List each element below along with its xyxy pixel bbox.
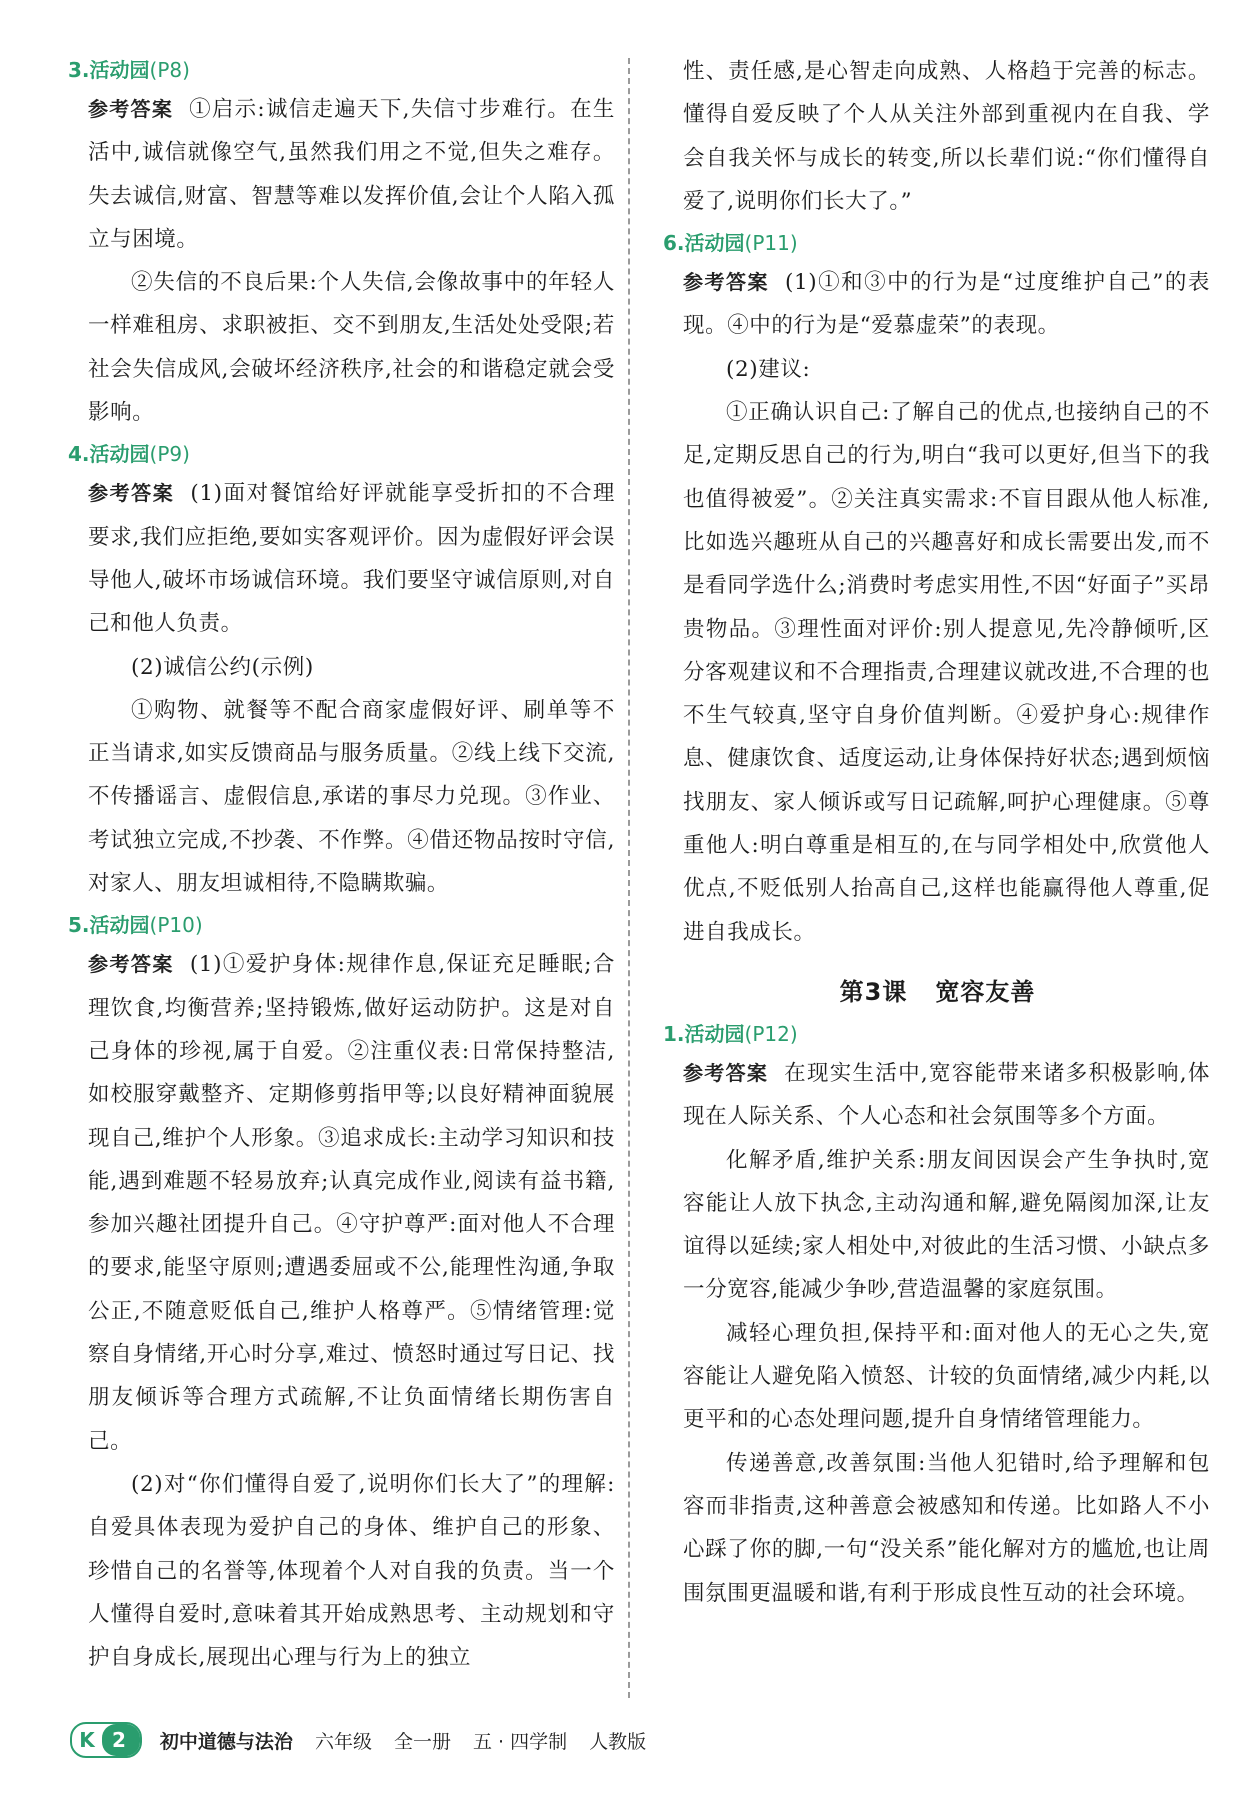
section-heading-3	[68, 56, 615, 84]
answer-paragraph: ②失信的不良后果:个人失信,会像故事中的年轻人一样难租房、求职被拒、交不到朋友,生活处处受限;若社会失信成风,会破坏经济秩序,社会的和谐稳定就会受影响。	[88, 270, 615, 426]
volume: 全一册	[393, 1730, 451, 1753]
lesson-name: 宽容友善	[935, 977, 1036, 1006]
answer-paragraph	[683, 1052, 1210, 1139]
book-title: 初中道德与法治	[159, 1730, 293, 1753]
answer-paragraph: ①正确认识自己:了解自己的优点,也接纳自己的不足,定期反思自己的行为,明白“我可以更好,但当下的我也值得被爱”。②关注真实需求:不盲目跟从他人标准,比如选兴趣班从自己的兴趣喜好和成长需要出发,而不是看同学选什么;消费时考虑实用性,不因“好面子”买昂贵物品。③理性面对评价:别人提意见,先冷静倾听,区分客观建议和不合理指责,合理建议就改进,不合理的也不生气较真,坚守自身价值判断。④爱护身心:规律作息、健康饮食、适度运动,让身体保持好状态;遇到烦恼找朋友、家人倾诉或写日记疏解,呵护心理健康。⑤尊重他人:明白尊重是相互的,在与同学相处中,欣赏他人优点,不贬低别人抬高自己,这样也能赢得他人尊重,促进自我成长。	[683, 400, 1210, 945]
page-ref: (P12)	[744, 1021, 798, 1046]
page-ref: (P11)	[744, 231, 798, 256]
right-column	[665, 50, 1210, 1615]
answer-paragraph	[88, 943, 615, 1463]
answer-label: 参考答案	[88, 481, 175, 506]
grade: 六年级	[314, 1730, 372, 1753]
column-divider	[628, 58, 630, 1698]
page-ref: (P8)	[149, 58, 190, 82]
edition: 人教版	[589, 1730, 647, 1753]
section-heading-5	[68, 911, 615, 939]
page-number: 2	[102, 1724, 140, 1756]
left-column	[70, 50, 615, 1679]
page-footer	[70, 1722, 668, 1758]
school-system: 五 · 四学制	[472, 1730, 568, 1753]
answer-paragraph	[683, 261, 1210, 348]
answer-text: (1)①和③中的行为是“过度维护自己”的表现。④中的行为是“爱慕虚荣”的表现。	[683, 270, 1211, 339]
answer-text: (1)①爱护身体:规律作息,保证充足睡眠;合理饮食,均衡营养;坚持锻炼,做好运动防护。这是对自己身体的珍视,属于自爱。②注重仪表:日常保持整洁,如校服穿戴整齐、定期修剪指甲等;以良好精神面貌展现自己,维护个人形象。③追求成长:主动学习知识和技能,遇到难题不轻易放弃;认真完成作业,阅读有益书籍,参加兴趣社团提升自己。④守护尊严:面对他人不合理的要求,能坚守原则;遭遇委屈或不公,能理性沟通,争取公正,不随意贬低自己,维护人格尊严。⑤情绪管理:觉察自身情绪,开心时分享,难过、愤怒时通过写日记、找朋友倾诉等合理方式疏解,不让负面情绪长期伤害自己。	[88, 952, 615, 1454]
continued-paragraph: 性、责任感,是心智走向成熟、人格趋于完善的标志。懂得自爱反映了个人从关注外部到重视内在自我、学会自我关怀与成长的转变,所以长辈们说:“你们懂得自爱了,说明你们长大了。”	[683, 59, 1210, 214]
heading-text: 6.活动园	[663, 231, 745, 256]
answer-paragraph: 减轻心理负担,保持平和:面对他人的无心之失,宽容能让人避免陷入愤怒、计较的负面情绪,减少内耗,以更平和的心态处理问题,提升自身情绪管理能力。	[683, 1320, 1210, 1433]
section-heading-6	[663, 229, 1210, 257]
answer-text: (1)面对餐馆给好评就能享受折扣的不合理要求,我们应拒绝,要如实客观评价。因为虚假好评会误导他人,破坏市场诚信环境。我们要坚守诚信原则,对自己和他人负责。	[88, 481, 615, 637]
section-heading-4	[68, 440, 615, 468]
answer-paragraph: 化解矛盾,维护关系:朋友间因误会产生争执时,宽容能让人放下执念,主动沟通和解,避免隔阂加深,让友谊得以延续;家人相处中,对彼此的生活习惯、小缺点多一分宽容,能减少争吵,营造温馨的家庭氛围。	[683, 1147, 1210, 1303]
answer-paragraph: 传递善意,改善氛围:当他人犯错时,给予理解和包容而非指责,这种善意会被感知和传递。比如路人不小心踩了你的脚,一句“没关系”能化解对方的尴尬,也让周围氛围更温暖和谐,有利于形成良性互动的社会环境。	[683, 1450, 1210, 1606]
page-badge	[70, 1722, 142, 1758]
heading-text: 4.活动园	[68, 442, 150, 467]
answer-label: 参考答案	[88, 952, 174, 977]
answer-paragraph: ①购物、就餐等不配合商家虚假好评、刷单等不正当请求,如实反馈商品与服务质量。②线上线下交流,不传播谣言、虚假信息,承诺的事尽力兑现。③作业、考试独立完成,不抄袭、不作弊。④借还物品按时守信,对家人、朋友坦诚相待,不隐瞒欺骗。	[88, 697, 615, 897]
badge-letter: K	[79, 1728, 95, 1752]
answer-label: 参考答案	[683, 1060, 769, 1085]
page-ref: (P10)	[149, 913, 203, 938]
answer-label: 参考答案	[88, 97, 174, 121]
heading-text: 3.活动园	[68, 58, 150, 82]
lesson-number: 第3课	[839, 977, 908, 1006]
heading-text: 1.活动园	[663, 1021, 745, 1046]
answer-text: ①启示:诚信走遍天下,失信寸步难行。在生活中,诚信就像空气,虽然我们用之不觉,但失之难存。失去诚信,财富、智慧等难以发挥价值,会让个人陷入孤立与困境。	[88, 97, 615, 252]
section-heading-1	[663, 1020, 1210, 1048]
answer-paragraph: (2)诚信公约(示例)	[131, 654, 314, 680]
heading-text: 5.活动园	[68, 913, 150, 938]
lesson-title	[665, 970, 1210, 1014]
answer-paragraph: (2)建议:	[726, 356, 811, 382]
answer-label: 参考答案	[683, 270, 769, 295]
answer-text: 在现实生活中,宽容能带来诸多积极影响,体现在人际关系、个人心态和社会氛围等多个方面。	[683, 1060, 1210, 1130]
answer-paragraph: (2)对“你们懂得自爱了,说明你们长大了”的理解:自爱具体表现为爱护自己的身体、维护自己的形象、珍惜自己的名誉等,体现着个人对自我的负责。当一个人懂得自爱时,意味着其开始成熟思考、主动规划和守护自身成长,展现出心理与行为上的独立	[88, 1471, 615, 1671]
page-ref: (P9)	[149, 442, 190, 467]
answer-paragraph	[88, 88, 615, 261]
answer-paragraph	[88, 472, 615, 645]
